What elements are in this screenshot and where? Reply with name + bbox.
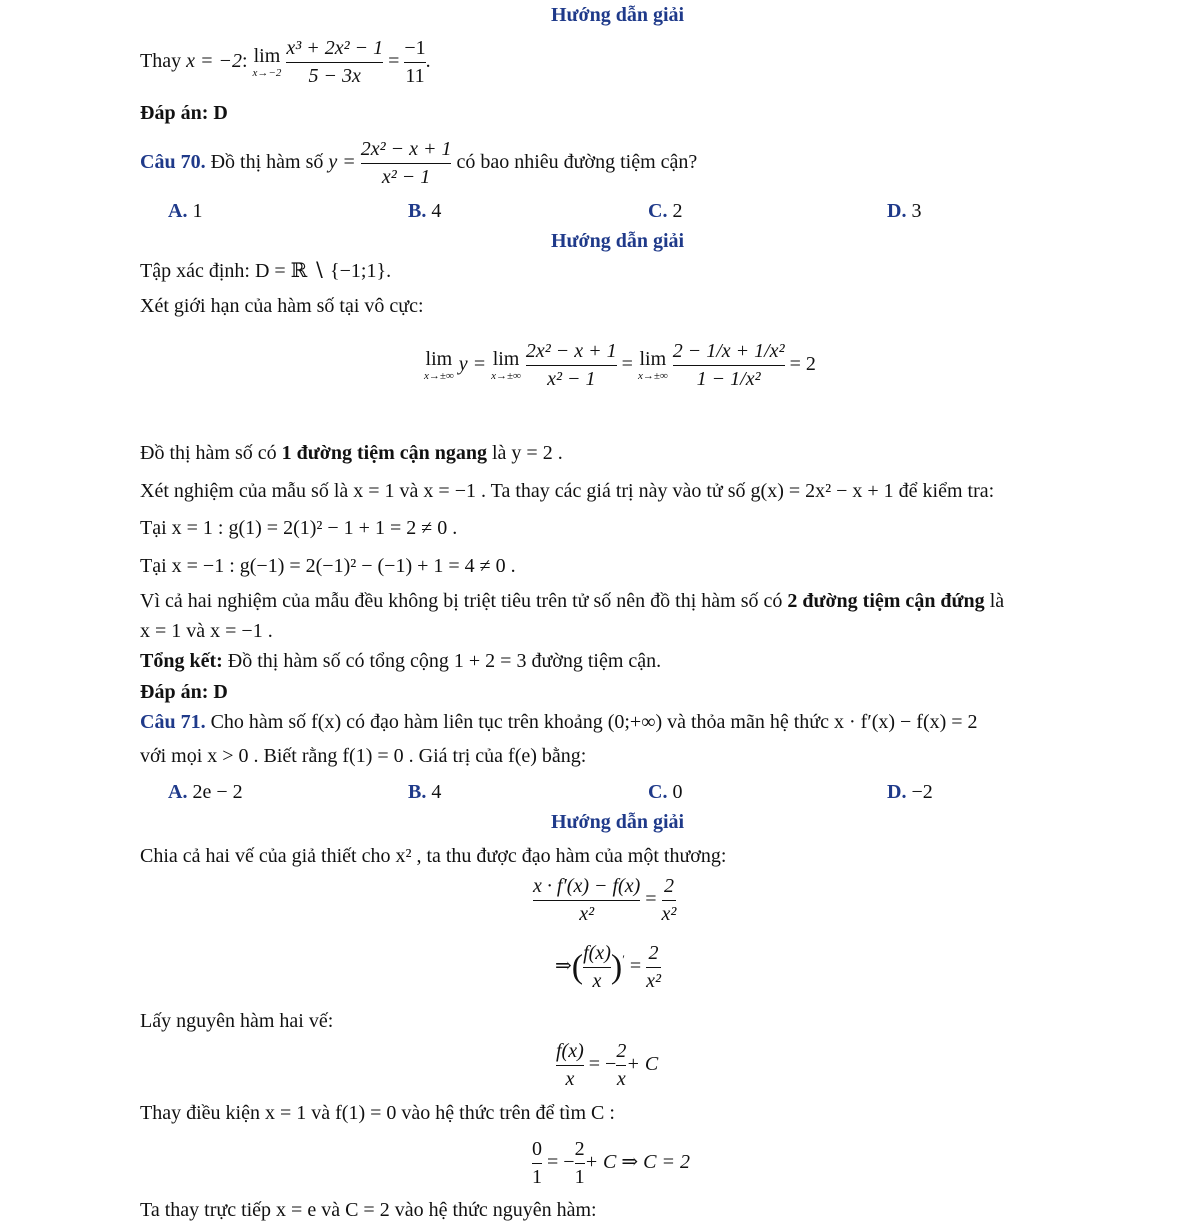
numerator: x³ + 2x² − 1 xyxy=(286,37,384,59)
question-label: Câu 70. xyxy=(140,151,206,174)
equals: = xyxy=(645,888,657,911)
numerator: 2x² − x + 1 xyxy=(360,138,452,160)
constant-equation xyxy=(532,1138,690,1189)
limit-fraction-1 xyxy=(526,340,617,391)
question-71-line-2: với mọi x > 0 . Biết rằng f(1) = 0 . Giá trị của f(e) bằng: xyxy=(140,745,587,767)
answer-label: Đáp án: D xyxy=(140,681,228,703)
denominator: 5 − 3x xyxy=(286,62,383,88)
option-value: 4 xyxy=(431,200,442,222)
denominator: x xyxy=(556,1065,584,1091)
rhs-fraction xyxy=(646,942,661,993)
option-label: C. xyxy=(648,200,668,222)
numerator: 2 xyxy=(574,1138,585,1160)
denominator: x² − 1 xyxy=(526,365,617,391)
denominator: x² xyxy=(662,900,677,926)
text: Đồ thị hàm số có xyxy=(140,442,282,464)
option-a[interactable] xyxy=(168,200,202,223)
option-b[interactable] xyxy=(408,781,441,804)
denominator: 1 − 1/x² xyxy=(673,365,785,391)
lim-subscript: x→−2 xyxy=(252,67,282,79)
option-value: 3 xyxy=(911,200,922,222)
option-label: A. xyxy=(168,200,188,222)
limit-operator xyxy=(424,349,454,382)
bold-text: 1 đường tiệm cận ngang xyxy=(281,442,487,464)
antiderivative-line: Lấy nguyên hàm hai vế: xyxy=(140,1010,334,1032)
option-c[interactable] xyxy=(648,200,682,223)
text: là y = 2 . xyxy=(486,442,563,464)
final-line: Ta thay trực tiếp x = e và C = 2 vào hệ thức nguyên hàm: xyxy=(140,1199,597,1221)
function-name: y = xyxy=(458,353,487,376)
solution-heading: Hướng dẫn giải xyxy=(551,230,685,252)
horizontal-asymptote-line xyxy=(140,443,563,463)
option-label: D. xyxy=(887,200,907,222)
option-label: D. xyxy=(887,781,907,803)
numerator: 2 xyxy=(648,942,659,964)
option-label: B. xyxy=(408,200,427,222)
option-a[interactable] xyxy=(168,781,243,804)
limit-result: = 2 xyxy=(789,353,816,376)
text: là xyxy=(984,590,1005,612)
solution-heading: Hướng dẫn giải xyxy=(551,4,685,26)
limit-fraction-2 xyxy=(673,340,785,391)
colon: : xyxy=(241,50,248,73)
numerator: 0 xyxy=(532,1138,542,1160)
limit-equation xyxy=(424,340,816,391)
lhs-fraction xyxy=(556,1040,584,1091)
limit-fraction xyxy=(286,37,383,88)
question-text-end: có bao nhiêu đường tiệm cận? xyxy=(456,151,698,174)
derivative-equation xyxy=(555,942,661,993)
close-paren: ) xyxy=(610,948,623,986)
vertical-asymptote-values: x = 1 và x = −1 . xyxy=(140,620,273,642)
rhs-fraction xyxy=(575,1138,585,1189)
summary-label: Tổng kết: xyxy=(140,650,223,672)
prime-mark: ′ xyxy=(622,952,625,967)
denominator: x xyxy=(583,967,611,993)
result-fraction xyxy=(404,37,425,88)
domain-line: Tập xác định: D = ℝ ∖ {−1;1}. xyxy=(140,260,392,282)
limit-operator xyxy=(253,46,282,79)
numerator: 2x² − x + 1 xyxy=(525,340,617,362)
question-text: Cho hàm số f(x) có đạo hàm liên tục trên khoảng (0;+∞) và thỏa mãn hệ thức x · f′(x) − f(x) = 2 xyxy=(205,711,978,733)
text: Vì cả hai nghiệm của mẫu đều không bị triệt tiêu trên tử số nên đồ thị hàm số có xyxy=(140,590,788,612)
lim-text: lim xyxy=(425,348,453,370)
denominator: 1 xyxy=(532,1163,542,1189)
lim-subscript: x→±∞ xyxy=(424,370,454,382)
question-70 xyxy=(140,138,697,189)
lhs-fraction xyxy=(533,875,640,926)
denominator: x xyxy=(616,1065,626,1091)
solution-heading: Hướng dẫn giải xyxy=(551,811,685,833)
denominator: 1 xyxy=(575,1163,585,1189)
option-label: B. xyxy=(408,781,427,803)
option-d[interactable] xyxy=(887,200,921,223)
check-line-1: Tại x = 1 : g(1) = 2(1)² − 1 + 1 = 2 ≠ 0 . xyxy=(140,517,458,539)
numerator: f(x) xyxy=(556,1040,584,1062)
question-text: Đồ thị hàm số xyxy=(210,151,324,174)
period: . xyxy=(425,50,431,73)
equals: = xyxy=(621,353,633,376)
question-71 xyxy=(140,712,978,732)
limit-intro: Xét giới hạn của hàm số tại vô cực: xyxy=(140,295,424,317)
lim-subscript: x→±∞ xyxy=(637,370,668,382)
quotient-fraction xyxy=(583,942,611,993)
lim-text: lim xyxy=(492,348,520,370)
substitution-value: x = −2 xyxy=(186,50,242,73)
bold-text: 2 đường tiệm cận đứng xyxy=(787,590,985,612)
open-paren: ( xyxy=(571,948,584,986)
constant-result: + C ⇒ C = 2 xyxy=(584,1151,690,1174)
quotient-equation xyxy=(533,875,676,926)
numerator: −1 xyxy=(404,37,426,59)
question-label: Câu 71. xyxy=(140,711,206,733)
rhs-fraction xyxy=(662,875,677,926)
roots-line: Xét nghiệm của mẫu số là x = 1 và x = −1 . Ta thay các giá trị này vào tử số g(x) = 2x² − x + 1 để kiểm tra: xyxy=(140,480,995,502)
summary-line xyxy=(140,651,661,671)
substitution-prefix: Thay xyxy=(140,50,187,73)
option-d[interactable] xyxy=(887,781,933,804)
vertical-asymptote-line xyxy=(140,591,1004,611)
equals: = xyxy=(388,50,400,73)
denominator: x² − 1 xyxy=(361,163,452,189)
numerator: 2 xyxy=(663,875,674,897)
constant-term: + C xyxy=(626,1053,659,1076)
option-c[interactable] xyxy=(648,781,682,804)
divide-line: Chia cả hai vế của giả thiết cho x² , ta thu được đạo hàm của một thương: xyxy=(140,845,727,867)
denominator: x² xyxy=(646,967,661,993)
lim-subscript: x→±∞ xyxy=(491,370,521,382)
lim-text: lim xyxy=(639,348,667,370)
option-value: −2 xyxy=(911,781,933,803)
option-value: 4 xyxy=(431,781,442,803)
rhs-fraction xyxy=(616,1040,626,1091)
numerator: 2 − 1/x + 1/x² xyxy=(672,340,785,362)
option-label: A. xyxy=(168,781,188,803)
option-value: 2 xyxy=(672,200,683,222)
option-b[interactable] xyxy=(408,200,441,223)
answer-label: Đáp án: D xyxy=(140,102,228,124)
equals: = − xyxy=(588,1053,617,1076)
option-value: 0 xyxy=(672,781,683,803)
function-name: y = xyxy=(328,151,356,174)
option-value: 1 xyxy=(192,200,203,222)
denominator: 11 xyxy=(404,62,425,88)
option-value: 2e − 2 xyxy=(192,781,243,803)
lim-text: lim xyxy=(253,45,281,67)
implies-arrow: ⇒ xyxy=(555,955,572,978)
numerator: 2 xyxy=(616,1040,627,1062)
equals: = xyxy=(629,955,642,978)
limit-operator xyxy=(638,349,668,382)
summary-text: Đồ thị hàm số có tổng cộng 1 + 2 = 3 đường tiệm cận. xyxy=(222,650,662,672)
condition-line: Thay điều kiện x = 1 và f(1) = 0 vào hệ thức trên để tìm C : xyxy=(140,1102,615,1124)
numerator: f(x) xyxy=(583,942,611,964)
option-label: C. xyxy=(648,781,668,803)
substitution-line xyxy=(140,37,431,88)
limit-operator xyxy=(491,349,521,382)
numerator: x · f′(x) − f(x) xyxy=(533,875,641,897)
lhs-fraction xyxy=(532,1138,542,1189)
check-line-2: Tại x = −1 : g(−1) = 2(−1)² − (−1) + 1 = 4 ≠ 0 . xyxy=(140,555,516,577)
function-fraction xyxy=(361,138,452,189)
equals: = − xyxy=(547,1151,575,1174)
antiderivative-equation xyxy=(556,1040,658,1091)
denominator: x² xyxy=(533,900,640,926)
